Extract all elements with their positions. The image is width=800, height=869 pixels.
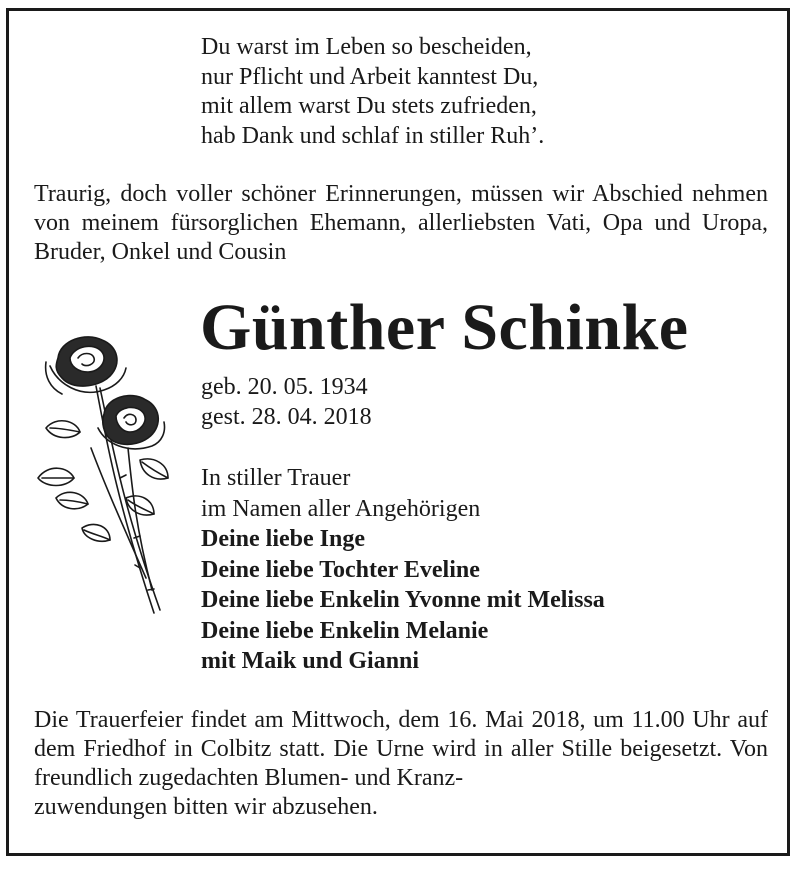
mourner-name: Deine liebe Enkelin Yvonne mit Melissa [201, 587, 605, 613]
poem-line: Du warst im Leben so bescheiden, [201, 34, 532, 60]
notice-last-line: zuwendungen bitten wir abzusehen. [34, 794, 378, 820]
funeral-notice [34, 706, 768, 822]
poem-line: mit allem warst Du stets zufrieden, [201, 93, 537, 119]
deceased-name: Günther Schinke [200, 291, 689, 364]
poem-line: nur Pflicht und Arbeit kanntest Du, [201, 63, 539, 90]
mourner-name: Deine liebe Enkelin Melanie [201, 617, 489, 644]
poem-line: hab Dank und schlaf in stiller Ruh’. [201, 122, 545, 149]
roses-illustration-icon [36, 328, 176, 628]
mourning-line: im Namen aller Angehörigen [201, 495, 481, 522]
poem [201, 33, 544, 151]
mourners-block [201, 463, 605, 677]
death-date: gest. 28. 04. 2018 [201, 404, 372, 430]
mourner-name: Deine liebe Tochter Eveline [201, 556, 480, 583]
mourner-name: Deine liebe Inge [201, 526, 365, 552]
birth-date: geb. 20. 05. 1934 [201, 374, 368, 400]
life-dates [201, 372, 372, 432]
mourning-line: In stiller Trauer [201, 465, 351, 491]
top-rose [46, 337, 126, 394]
second-rose [98, 396, 165, 449]
mourner-name: mit Maik und Gianni [201, 648, 420, 674]
intro-paragraph: Traurig, doch voller schöner Erinnerungen, müssen wir Abschied nehmen von meinem fürsorglichen Ehemann, allerliebsten Vati, Opa und Uropa, Bruder, Onkel und Cousin [34, 181, 768, 265]
notice-body: Die Trauerfeier findet am Mittwoch, dem 16. Mai 2018, um 11.00 Uhr auf dem Friedhof in Colbitz statt. Die Urne wird in aller Stille beigesetzt. Von freundlich zugedachten Blumen- und Kranz- [34, 707, 768, 791]
